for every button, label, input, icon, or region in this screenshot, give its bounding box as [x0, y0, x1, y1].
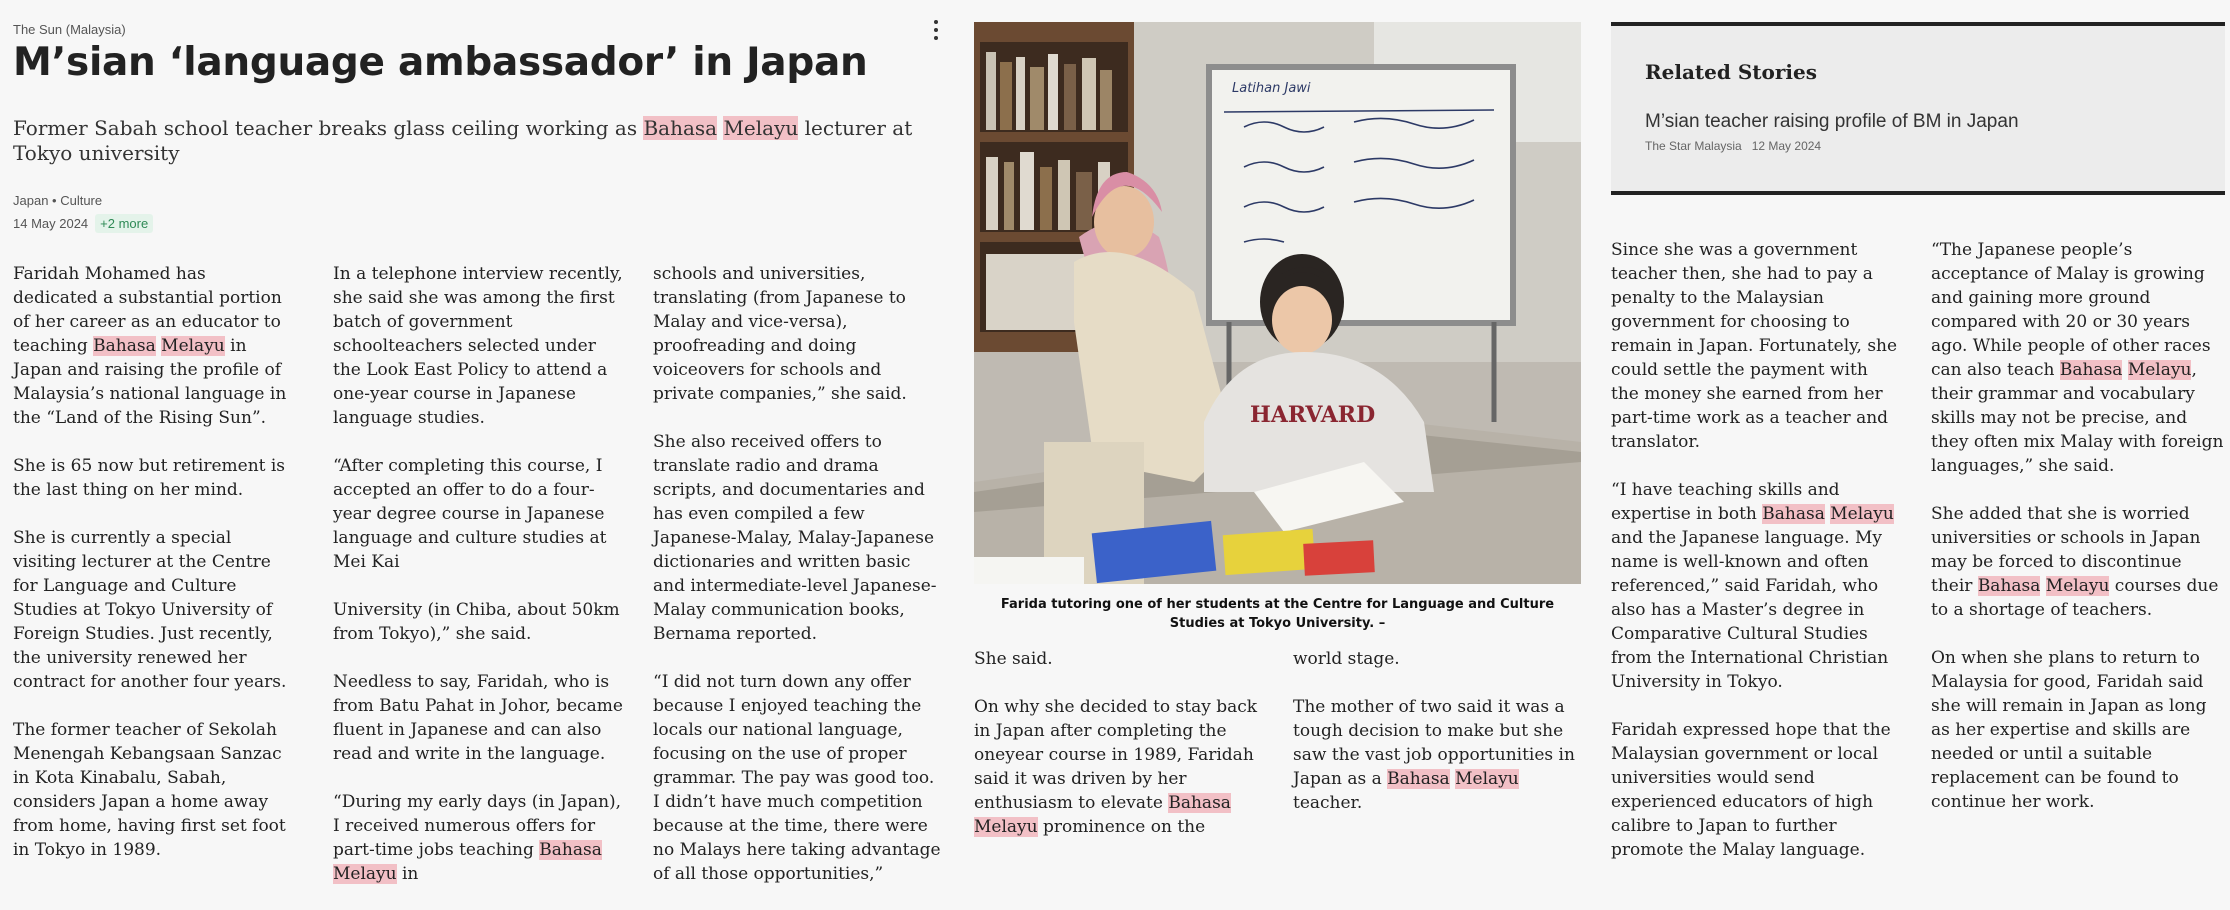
article-photo [974, 22, 1581, 584]
paragraph: On why she decided to stay back in Japan after completing the oneyear course in 1989, Faridah said it was driven by her enthusiasm to elevate Bahasa Melayu prominence on the [974, 697, 1258, 837]
paragraph: “After completing this course, I accepted an offer to do a four-year degree course in Japanese language and culture studies at Mei Kai [333, 456, 607, 572]
photo-illustration [974, 22, 1581, 584]
paragraph: schools and universities, translating (from Japanese to Malay and vice-versa), proofreading and doing voiceovers for schools and private companies,” she said. [653, 264, 907, 404]
paragraph: Faridah expressed hope that the Malaysian government or local universities would send experienced educators of high calibre to Japan to further promote the Malay language. [1611, 720, 1891, 860]
related-story-source: The Star Malaysia [1645, 139, 1742, 153]
paragraph: “I did not turn down any offer because I enjoyed teaching the locals our national language, focusing on the use of proper grammar. The pay was good too. I didn’t have much competition because at the time, there were no Malays here taking advantage of all those opportunities,” [653, 672, 941, 884]
article-column-6 [1611, 238, 1901, 886]
paragraph: “I have teaching skills and expertise in both Bahasa Melayu and the Japanese language. My name is well-known and often referenced,” said Faridah, who also has a Master’s degree in Comparative Cultural Studies from the International Christian University in Tokyo. [1611, 480, 1894, 692]
paragraph: University (in Chiba, about 50km from Tokyo),” she said. [333, 600, 620, 644]
paragraph: world stage. [1293, 649, 1400, 669]
article-tags[interactable]: Japan • Culture [13, 193, 103, 208]
article-meta [13, 214, 153, 233]
article-column-3 [653, 262, 943, 910]
paragraph: Since she was a government teacher then, she had to pay a penalty to the Malaysian government for choosing to remain in Japan. Fortunately, she could settle the payment with the money she earned from her part-time work as a teacher and translator. [1611, 240, 1898, 452]
paragraph: On when she plans to return to Malaysia for good, Faridah said she will remain in Japan as long as her expertise and skills are needed or until a suitable replacement can be found to continue her work. [1931, 648, 2207, 812]
paragraph: Needless to say, Faridah, who is from Batu Pahat in Johor, became fluent in Japanese and can also read and write in the language. [333, 672, 623, 764]
source-name[interactable]: The Sun (Malaysia) [13, 22, 126, 37]
paragraph: She is currently a special visiting lecturer at the Centre for Language and Culture Studies at Tokyo University of Foreign Studies. Just recently, the university renewed her contract for another four years. [13, 528, 287, 692]
paragraph: She also received offers to translate radio and drama scripts, and documentaries and has even compiled a few Japanese-Malay, Malay-Japanese dictionaries and written basic and intermediate-level Japanese-Malay communication books, Bernama reported. [653, 432, 937, 644]
article-column-7 [1931, 238, 2226, 838]
paragraph: Faridah Mohamed has dedicated a substantial portion of her career as an educator to teaching Bahasa Melayu in Japan and raising the profile of Malaysia’s national language in the “Land of the Rising Sun”. [13, 264, 287, 428]
paragraph: She added that she is worried universities or schools in Japan may be forced to discontinue their Bahasa Melayu courses due to a shortage of teachers. [1931, 504, 2219, 620]
article-column-1 [13, 262, 295, 886]
paragraph: “During my early days (in Japan), I received numerous offers for part-time jobs teaching Bahasa Melayu in [333, 792, 622, 884]
whiteboard-title: Latihan Jawi [1232, 81, 1311, 96]
paragraph: The former teacher of Sekolah Menengah Kebangsaan Sanzac in Kota Kinabalu, Sabah, considers Japan a home away from home, having first set foot in Tokyo in 1989. [13, 720, 286, 860]
related-story-title[interactable]: M’sian teacher raising profile of BM in Japan [1645, 111, 2019, 132]
related-stories-heading: Related Stories [1645, 60, 1817, 84]
more-options-icon[interactable] [928, 18, 944, 42]
related-story-link[interactable] [1645, 111, 2019, 153]
paragraph: The mother of two said it was a tough decision to make but she saw the vast job opportunities in Japan as a Bahasa Melayu teacher. [1293, 697, 1575, 813]
more-tags-badge[interactable]: +2 more [95, 214, 153, 233]
article-date: 14 May 2024 [13, 216, 89, 231]
paragraph: In a telephone interview recently, she said she was among the first batch of government schoolteachers selected under the Look East Policy to attend a one-year course in Japanese language studies. [333, 264, 623, 428]
article-column-2 [333, 262, 623, 910]
related-stories-panel [1611, 22, 2225, 195]
shirt-text: HARVARD [1250, 402, 1376, 428]
related-story-meta [1645, 139, 2019, 153]
article-subtitle: Former Sabah school teacher breaks glass ceiling working as Bahasa Melayu lecturer at Tokyo university [13, 116, 913, 165]
article-title: M’sian ‘language ambassador’ in Japan [13, 40, 868, 85]
paragraph: “The Japanese people’s acceptance of Malay is growing and gaining more ground compared with 20 or 30 years ago. While people of other races can also teach Bahasa Melayu, their grammar and vocabulary skills may not be precise, and they often mix Malay with foreign languages,” she said. [1931, 240, 2224, 476]
photo-caption: Farida tutoring one of her students at the Centre for Language and Culture Studies at Tokyo University. – [1000, 597, 1555, 631]
paragraph: She said. [974, 649, 1053, 669]
related-story-date: 12 May 2024 [1751, 139, 1822, 153]
paragraph: She is 65 now but retirement is the last thing on her mind. [13, 456, 286, 500]
article-column-5 [1293, 647, 1583, 839]
